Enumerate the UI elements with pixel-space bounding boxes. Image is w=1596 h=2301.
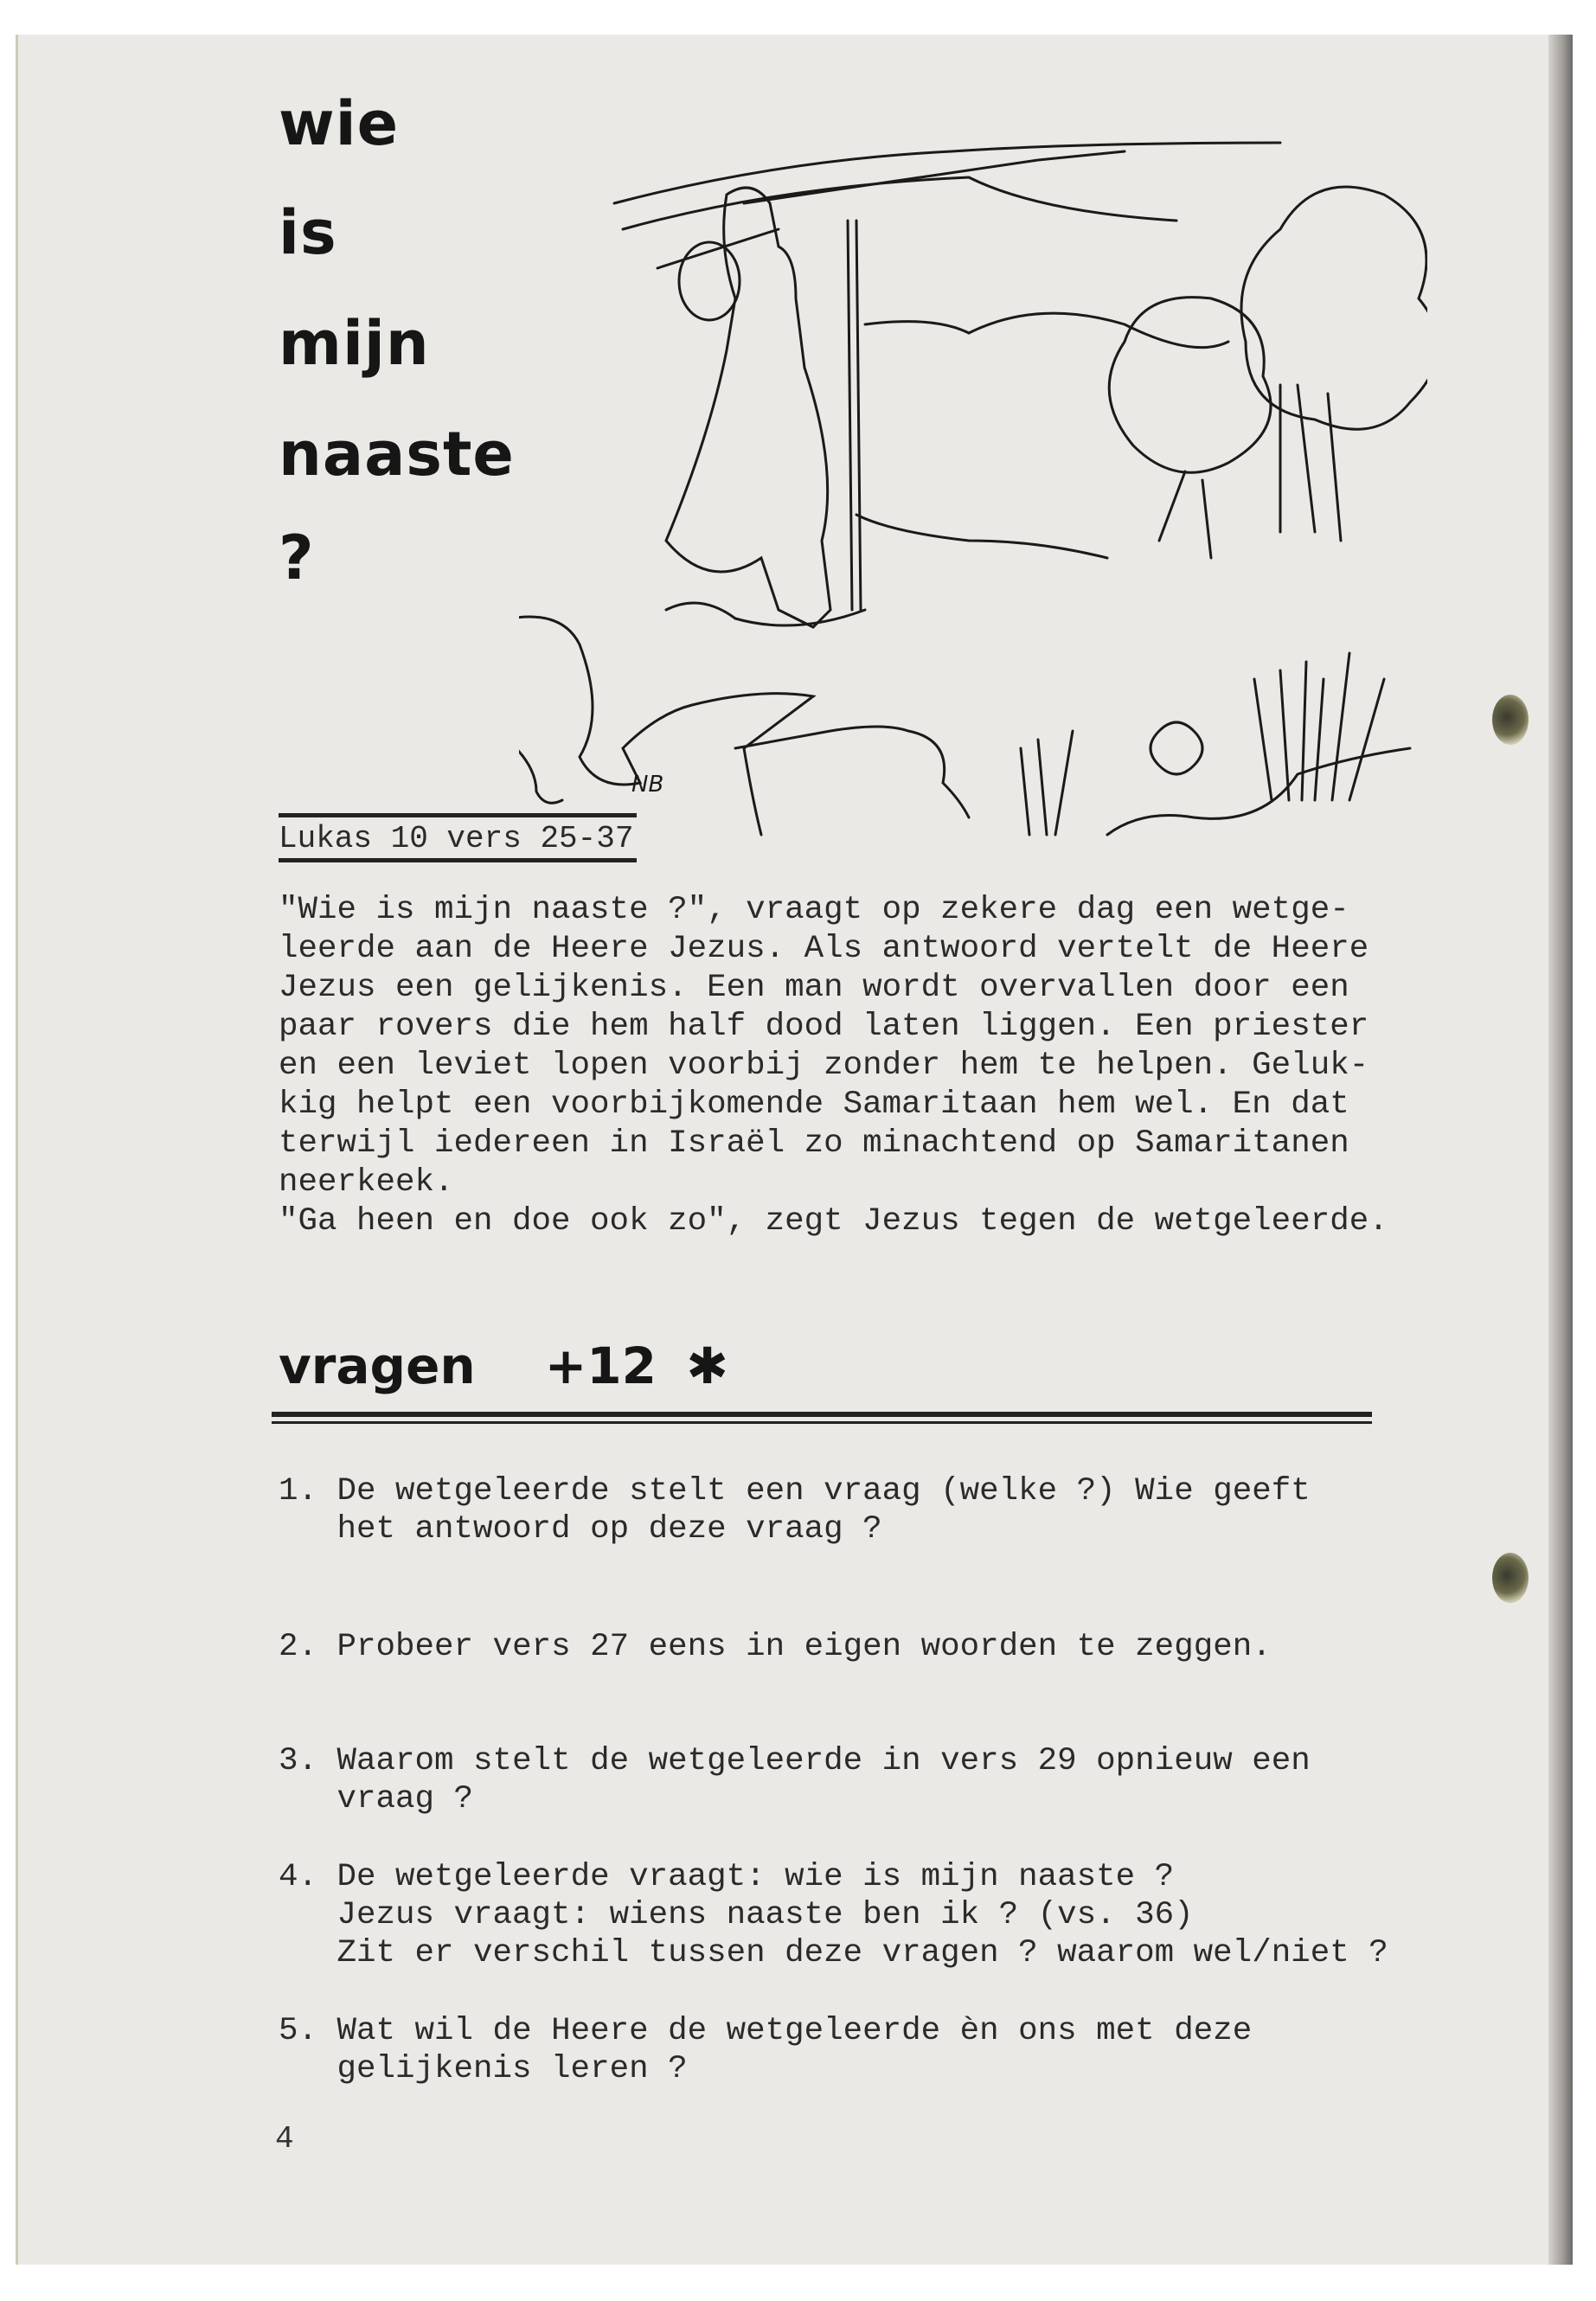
question-line: gelijkenis leren ? xyxy=(337,2051,688,2087)
question-number: 3. xyxy=(279,1743,318,1779)
question-number: 4. xyxy=(279,1859,318,1895)
star-icon: ✱ xyxy=(686,1336,728,1395)
question-item xyxy=(279,2012,1252,2088)
question-item xyxy=(279,1858,1388,1972)
story-line: leerde aan de Heere Jezus. Als antwoord vertelt de Heere xyxy=(279,931,1369,967)
question-number: 1. xyxy=(279,1473,318,1509)
heading-rule xyxy=(272,1421,1372,1424)
question-line: vraag ? xyxy=(337,1781,474,1817)
question-item xyxy=(279,1628,1272,1666)
question-number: 5. xyxy=(279,2013,318,2049)
story-line: Jezus een gelijkenis. Een man wordt overvallen door een xyxy=(279,970,1349,1006)
scripture-reference: Lukas 10 vers 25-37 xyxy=(279,813,637,862)
title-line: wie xyxy=(279,88,400,159)
question-line: Zit er verschil tussen deze vragen ? waarom wel/niet ? xyxy=(337,1935,1388,1971)
title-line: ? xyxy=(279,522,315,593)
traveler-landscape-drawing-icon xyxy=(519,125,1427,861)
title-line: naaste xyxy=(279,419,515,490)
questions-heading-label: vragen xyxy=(279,1336,476,1395)
story-line: en een leviet lopen voorbij zonder hem te helpen. Geluk- xyxy=(279,1048,1369,1084)
page-edge xyxy=(1548,35,1573,2265)
question-line: Waarom stelt de wetgeleerde in vers 29 opnieuw een xyxy=(337,1743,1311,1779)
question-line: het antwoord op deze vraag ? xyxy=(337,1511,882,1548)
story-line: kig helpt een voorbijkomende Samaritaan hem wel. En dat xyxy=(279,1086,1349,1123)
artist-signature: NB xyxy=(631,772,664,798)
story-line: neerkeek. xyxy=(279,1164,454,1201)
question-line: Wat wil de Heere de wetgeleerde èn ons met deze xyxy=(337,2013,1253,2049)
title-line: is xyxy=(279,197,337,268)
question-line: Probeer vers 27 eens in eigen woorden te zeggen. xyxy=(337,1629,1272,1665)
heading-rule xyxy=(272,1412,1372,1417)
story-line: "Wie is mijn naaste ?", vraagt op zekere dag een wetge- xyxy=(279,892,1349,928)
question-line: Jezus vraagt: wiens naaste ben ik ? (vs. 36) xyxy=(337,1897,1194,1933)
story-line: terwijl iedereen in Israël zo minachtend op Samaritanen xyxy=(279,1125,1349,1162)
question-number: 2. xyxy=(279,1629,318,1665)
questions-heading xyxy=(279,1336,728,1395)
question-item xyxy=(279,1742,1311,1818)
binder-hole-icon xyxy=(1492,695,1529,745)
question-line: De wetgeleerde stelt een vraag (welke ?) Wie geeft xyxy=(337,1473,1311,1509)
question-item xyxy=(279,1472,1311,1548)
story-line: "Ga heen en doe ook zo", zegt Jezus tegen de wetgeleerde. xyxy=(279,1203,1388,1240)
age-label: +12 xyxy=(544,1336,657,1395)
story-text xyxy=(279,891,1446,1241)
story-line: paar rovers die hem half dood laten liggen. Een priester xyxy=(279,1009,1369,1045)
question-line: De wetgeleerde vraagt: wie is mijn naaste ? xyxy=(337,1859,1175,1895)
title-line: mijn xyxy=(279,308,430,379)
binder-hole-icon xyxy=(1492,1553,1529,1603)
page-number: 4 xyxy=(275,2121,294,2157)
